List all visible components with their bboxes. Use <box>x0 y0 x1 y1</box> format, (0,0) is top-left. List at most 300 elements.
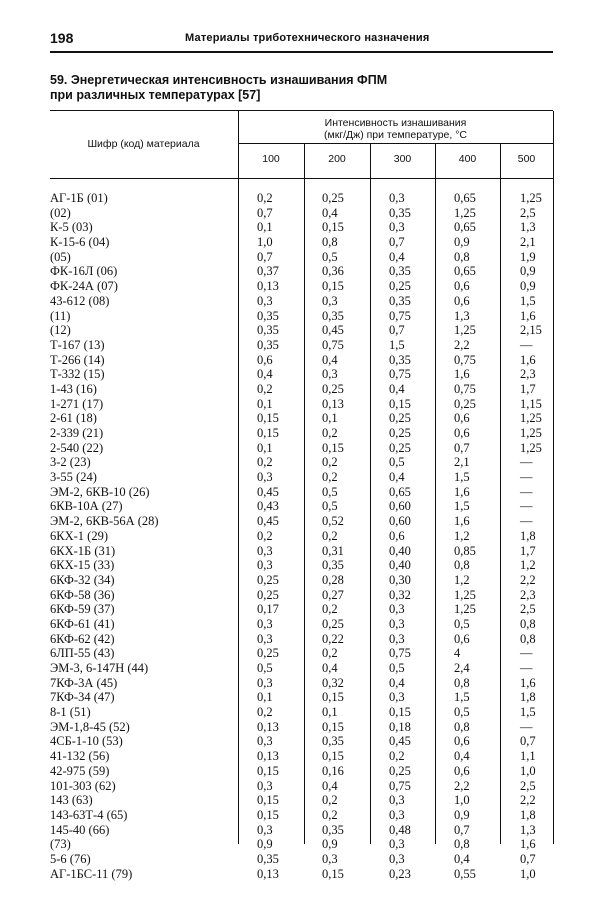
value-100: 0,9 <box>257 837 273 852</box>
value-100: 0,45 <box>257 514 279 529</box>
table-row <box>50 602 553 617</box>
value-200: 0,9 <box>322 837 338 852</box>
value-500: 2,3 <box>520 587 536 602</box>
value-500: 0,9 <box>520 279 536 294</box>
value-100: 0,15 <box>257 763 279 778</box>
value-200: 0,2 <box>322 470 338 485</box>
value-300: 0,65 <box>389 484 411 499</box>
value-300: 0,15 <box>389 396 411 411</box>
value-500: 0,7 <box>520 734 536 749</box>
table-row <box>50 720 553 735</box>
table-row <box>50 823 553 838</box>
table-row <box>50 367 553 382</box>
value-100: 0,3 <box>257 778 273 793</box>
value-500: — <box>520 337 533 352</box>
value-500: — <box>520 499 533 514</box>
value-400: 4 <box>454 646 461 661</box>
value-400: 2,1 <box>454 455 470 470</box>
value-500: — <box>520 514 533 529</box>
material-code: АГ-1БС-11 (79) <box>50 866 133 881</box>
material-code: 1-43 (16) <box>50 381 97 396</box>
value-200: 0,2 <box>322 426 338 440</box>
value-300: 0,4 <box>389 249 405 264</box>
value-300: 0,3 <box>389 851 405 866</box>
material-code: 2-540 (22) <box>50 440 104 455</box>
value-400: 1,25 <box>454 587 476 602</box>
value-200: 0,13 <box>322 396 344 411</box>
value-400: 0,85 <box>454 543 476 558</box>
value-100: 0,6 <box>257 352 273 367</box>
value-200: 0,15 <box>322 440 344 455</box>
material-code: (05) <box>50 249 71 264</box>
value-200: 0,15 <box>322 690 344 705</box>
table-row <box>50 499 553 514</box>
value-400: 0,8 <box>454 719 470 734</box>
value-300: 0,3 <box>389 631 405 646</box>
value-400: 1,6 <box>454 514 470 529</box>
material-code: 3-55 (24) <box>50 470 97 485</box>
value-500: 1,6 <box>520 837 536 852</box>
value-400: 0,8 <box>454 675 470 690</box>
value-300: 0,30 <box>389 572 411 587</box>
value-300: 0,25 <box>389 411 411 426</box>
value-400: 0,25 <box>454 396 476 411</box>
material-code: ЭМ-2, 6КВ-56А (28) <box>50 514 159 529</box>
value-400: 0,9 <box>454 807 470 822</box>
value-400: 0,4 <box>454 749 470 764</box>
value-400: 0,65 <box>454 264 476 279</box>
value-100: 0,13 <box>257 749 279 764</box>
value-400: 0,75 <box>454 352 476 367</box>
value-300: 0,7 <box>389 323 405 338</box>
table-header-rule <box>50 178 553 179</box>
value-200: 0,45 <box>322 323 344 338</box>
value-200: 0,2 <box>322 646 338 661</box>
table-row <box>50 338 553 353</box>
value-400: 0,6 <box>454 426 470 440</box>
value-500: 1,0 <box>520 866 536 881</box>
table-body <box>50 191 553 881</box>
value-500: 1,7 <box>520 543 536 558</box>
value-100: 0,3 <box>257 734 273 749</box>
value-300: 0,40 <box>389 558 411 573</box>
temperature-header: 200 <box>328 153 346 165</box>
group-header-line-1: Интенсивность изнашивания <box>324 117 467 129</box>
value-200: 0,1 <box>322 411 338 426</box>
value-500: 1,25 <box>520 191 542 205</box>
material-code: АГ-1Б (01) <box>50 191 108 205</box>
value-500: 2,5 <box>520 778 536 793</box>
value-500: — <box>520 455 533 470</box>
value-100: 0,17 <box>257 602 279 617</box>
value-400: 1,5 <box>454 470 470 485</box>
value-300: 0,25 <box>389 426 411 440</box>
value-500: — <box>520 646 533 661</box>
value-100: 0,1 <box>257 690 273 705</box>
value-500: 2,1 <box>520 235 536 250</box>
value-100: 0,1 <box>257 220 273 235</box>
value-200: 0,35 <box>322 308 344 323</box>
value-400: 0,6 <box>454 631 470 646</box>
value-400: 0,8 <box>454 837 470 852</box>
table-row <box>50 411 553 426</box>
value-100: 0,1 <box>257 396 273 411</box>
value-500: — <box>520 470 533 485</box>
value-200: 0,52 <box>322 514 344 529</box>
value-200: 0,75 <box>322 337 344 352</box>
value-400: 0,4 <box>454 851 470 866</box>
value-300: 0,25 <box>389 440 411 455</box>
value-400: 0,8 <box>454 249 470 264</box>
material-code: ФК-16Л (06) <box>50 264 118 279</box>
value-200: 0,35 <box>322 558 344 573</box>
value-300: 0,7 <box>389 235 405 250</box>
material-code: 6КХ-1 (29) <box>50 528 108 543</box>
value-300: 0,45 <box>389 734 411 749</box>
value-100: 0,25 <box>257 572 279 587</box>
value-100: 0,3 <box>257 470 273 485</box>
value-500: 1,8 <box>520 690 536 705</box>
value-200: 0,1 <box>322 705 338 720</box>
value-400: 1,2 <box>454 572 470 587</box>
table-row <box>50 867 553 882</box>
value-100: 0,25 <box>257 646 279 661</box>
value-300: 0,60 <box>389 499 411 514</box>
value-400: 1,2 <box>454 528 470 543</box>
value-500: 2,15 <box>520 323 542 338</box>
group-header-line-2: (мкг/Дж) при температуре, °С <box>324 129 467 141</box>
page-number: 198 <box>50 30 74 46</box>
value-200: 0,15 <box>322 719 344 734</box>
value-500: 1,3 <box>520 220 536 235</box>
value-100: 0,3 <box>257 543 273 558</box>
value-300: 0,32 <box>389 587 411 602</box>
value-300: 0,75 <box>389 646 411 661</box>
value-300: 0,25 <box>389 763 411 778</box>
table-row <box>50 544 553 559</box>
table-row <box>50 764 553 779</box>
value-500: — <box>520 484 533 499</box>
value-500: 2,2 <box>520 793 536 808</box>
material-code: 143 (63) <box>50 793 93 808</box>
value-300: 0,35 <box>389 264 411 279</box>
value-400: 0,6 <box>454 734 470 749</box>
material-code: 5-6 (76) <box>50 851 91 866</box>
temperature-header: 400 <box>458 153 477 165</box>
value-400: 0,6 <box>454 293 470 308</box>
table-row <box>50 749 553 764</box>
value-200: 0,5 <box>322 249 338 264</box>
material-code: 41-132 (56) <box>50 749 110 764</box>
table-row <box>50 808 553 823</box>
value-300: 0,3 <box>389 690 405 705</box>
value-300: 0,3 <box>389 837 405 852</box>
value-200: 0,2 <box>322 455 338 470</box>
value-300: 0,18 <box>389 719 411 734</box>
table-row <box>50 397 553 412</box>
material-code: 2-339 (21) <box>50 426 104 440</box>
table-right-border <box>553 111 554 844</box>
value-100: 0,35 <box>257 308 279 323</box>
material-code: 7КФ-34 (47) <box>50 690 115 705</box>
material-code: 6КХ-1Б (31) <box>50 543 116 558</box>
value-300: 0,4 <box>389 470 405 485</box>
value-100: 0,13 <box>257 719 279 734</box>
value-500: 0,7 <box>520 851 536 866</box>
material-code: 6ЛП-55 (43) <box>50 646 115 661</box>
value-400: 0,8 <box>454 558 470 573</box>
value-400: 0,6 <box>454 279 470 294</box>
value-400: 0,55 <box>454 866 476 881</box>
value-500: 2,5 <box>520 602 536 617</box>
value-400: 1,0 <box>454 793 470 808</box>
value-200: 0,27 <box>322 587 344 602</box>
material-code: (12) <box>50 323 71 338</box>
value-500: 2,2 <box>520 572 536 587</box>
value-100: 0,45 <box>257 484 279 499</box>
material-code: К-15-6 (04) <box>50 235 110 250</box>
value-100: 0,15 <box>257 793 279 808</box>
value-500: 1,8 <box>520 807 536 822</box>
value-500: 1,0 <box>520 763 536 778</box>
value-200: 0,35 <box>322 822 344 837</box>
value-500: — <box>520 661 533 675</box>
value-100: 0,3 <box>257 822 273 837</box>
value-100: 0,25 <box>257 587 279 602</box>
value-500: — <box>520 719 533 734</box>
material-code: 6КХ-15 (33) <box>50 558 115 573</box>
value-200: 0,4 <box>322 352 338 367</box>
value-100: 0,4 <box>257 367 273 382</box>
value-500: 0,8 <box>520 631 536 646</box>
material-code: 8-1 (51) <box>50 705 91 720</box>
value-500: 1,25 <box>520 411 542 426</box>
value-200: 0,28 <box>322 572 344 587</box>
value-300: 0,35 <box>389 352 411 367</box>
value-200: 0,15 <box>322 866 344 881</box>
value-200: 0,5 <box>322 484 338 499</box>
table-row <box>50 705 553 720</box>
value-100: 0,7 <box>257 205 273 220</box>
material-code: 143-63Т-4 (65) <box>50 807 128 822</box>
value-200: 0,25 <box>322 381 344 396</box>
table-row <box>50 852 553 867</box>
table-row <box>50 558 553 573</box>
value-100: 0,43 <box>257 499 279 514</box>
material-code: К-5 (03) <box>50 220 93 235</box>
material-code: Т-266 (14) <box>50 352 105 367</box>
value-100: 0,3 <box>257 293 273 308</box>
value-100: 0,3 <box>257 675 273 690</box>
value-400: 0,65 <box>454 220 476 235</box>
table-row <box>50 632 553 647</box>
value-300: 1,5 <box>389 337 405 352</box>
value-300: 0,3 <box>389 793 405 808</box>
value-300: 0,25 <box>389 279 411 294</box>
value-500: 1,25 <box>520 426 542 440</box>
material-code: Т-332 (15) <box>50 367 105 382</box>
value-400: 1,6 <box>454 484 470 499</box>
running-head: Материалы триботехнического назначения <box>185 32 430 44</box>
column-header-material: Шифр (код) материала <box>87 138 200 150</box>
material-code: 4СБ-1-10 (53) <box>50 734 123 749</box>
table-row <box>50 382 553 397</box>
value-400: 2,2 <box>454 337 470 352</box>
value-500: 1,6 <box>520 308 536 323</box>
value-300: 0,3 <box>389 220 405 235</box>
table-row <box>50 485 553 500</box>
value-100: 0,2 <box>257 455 273 470</box>
value-100: 1,0 <box>257 235 273 250</box>
material-code: 145-40 (66) <box>50 822 110 837</box>
value-400: 0,9 <box>454 235 470 250</box>
value-400: 2,2 <box>454 778 470 793</box>
value-200: 0,2 <box>322 602 338 617</box>
value-200: 0,3 <box>322 367 338 382</box>
table-row <box>50 661 553 676</box>
table-row <box>50 455 553 470</box>
value-100: 0,15 <box>257 426 279 440</box>
value-200: 0,31 <box>322 543 344 558</box>
value-400: 2,4 <box>454 661 470 675</box>
material-code: 6КВ-10А (27) <box>50 499 123 514</box>
value-400: 0,75 <box>454 381 476 396</box>
table-row <box>50 309 553 324</box>
value-200: 0,15 <box>322 749 344 764</box>
material-code: 3-2 (23) <box>50 455 91 470</box>
value-400: 1,6 <box>454 367 470 382</box>
value-300: 0,3 <box>389 191 405 205</box>
value-400: 0,5 <box>454 616 470 631</box>
group-header-rule <box>238 143 553 144</box>
table-row <box>50 426 553 441</box>
value-300: 0,23 <box>389 866 411 881</box>
table-row <box>50 294 553 309</box>
value-200: 0,22 <box>322 631 344 646</box>
table-row <box>50 220 553 235</box>
material-code: ЭМ-3, 6-147Н (44) <box>50 661 149 675</box>
table-top-rule <box>50 110 553 111</box>
value-300: 0,40 <box>389 543 411 558</box>
value-400: 1,3 <box>454 308 470 323</box>
value-300: 0,2 <box>389 749 405 764</box>
caption-line-2: при различных температурах [57] <box>50 88 261 102</box>
table-row <box>50 264 553 279</box>
value-300: 0,35 <box>389 293 411 308</box>
material-code: ЭМ-2, 6КВ-10 (26) <box>50 484 150 499</box>
material-code: 6КФ-32 (34) <box>50 572 115 587</box>
header-rule <box>50 51 553 53</box>
value-200: 0,25 <box>322 616 344 631</box>
material-code: ФК-24А (07) <box>50 279 118 294</box>
value-500: 1,7 <box>520 381 536 396</box>
material-code: 6КФ-62 (42) <box>50 631 115 646</box>
value-200: 0,32 <box>322 675 344 690</box>
value-500: 2,3 <box>520 367 536 382</box>
table-row <box>50 191 553 206</box>
value-400: 0,5 <box>454 705 470 720</box>
value-500: 1,2 <box>520 558 536 573</box>
value-100: 0,15 <box>257 807 279 822</box>
value-500: 1,1 <box>520 749 536 764</box>
table-row <box>50 588 553 603</box>
value-200: 0,4 <box>322 205 338 220</box>
value-200: 0,4 <box>322 778 338 793</box>
value-500: 1,6 <box>520 352 536 367</box>
value-100: 0,15 <box>257 411 279 426</box>
table-row <box>50 734 553 749</box>
table-row <box>50 573 553 588</box>
value-400: 0,65 <box>454 191 476 205</box>
table-row <box>50 793 553 808</box>
value-200: 0,2 <box>322 528 338 543</box>
value-200: 0,2 <box>322 807 338 822</box>
material-code: 1-271 (17) <box>50 396 104 411</box>
value-100: 0,37 <box>257 264 279 279</box>
material-code: Т-167 (13) <box>50 337 105 352</box>
value-300: 0,60 <box>389 514 411 529</box>
material-code: (73) <box>50 837 71 852</box>
material-code: ЭМ-1,8-45 (52) <box>50 719 130 734</box>
table-row <box>50 279 553 294</box>
material-code: 6КФ-58 (36) <box>50 587 115 602</box>
value-100: 0,2 <box>257 191 273 205</box>
table-row <box>50 690 553 705</box>
value-400: 1,5 <box>454 690 470 705</box>
value-300: 0,4 <box>389 381 405 396</box>
material-code: 6КФ-61 (41) <box>50 616 115 631</box>
value-500: 1,5 <box>520 705 536 720</box>
value-400: 1,5 <box>454 499 470 514</box>
material-code: (11) <box>50 308 71 323</box>
table-row <box>50 676 553 691</box>
value-500: 1,6 <box>520 675 536 690</box>
material-code: 2-61 (18) <box>50 411 97 426</box>
temperature-header: 500 <box>517 153 536 165</box>
value-300: 0,75 <box>389 308 411 323</box>
value-100: 0,35 <box>257 851 279 866</box>
value-300: 0,4 <box>389 675 405 690</box>
column-group-header <box>238 117 553 141</box>
value-300: 0,75 <box>389 778 411 793</box>
value-100: 0,35 <box>257 337 279 352</box>
table-row <box>50 617 553 632</box>
value-300: 0,35 <box>389 205 411 220</box>
value-100: 0,7 <box>257 249 273 264</box>
value-200: 0,36 <box>322 264 344 279</box>
table-row <box>50 353 553 368</box>
material-code: 101-303 (62) <box>50 778 116 793</box>
value-400: 0,6 <box>454 763 470 778</box>
value-300: 0,3 <box>389 807 405 822</box>
value-400: 1,25 <box>454 323 476 338</box>
value-300: 0,5 <box>389 661 405 675</box>
value-100: 0,5 <box>257 661 273 675</box>
value-200: 0,2 <box>322 793 338 808</box>
value-200: 0,16 <box>322 763 344 778</box>
material-code: 43-612 (08) <box>50 293 110 308</box>
value-500: 2,5 <box>520 205 536 220</box>
value-200: 0,15 <box>322 220 344 235</box>
table-row <box>50 837 553 852</box>
caption-line-1: 59. Энергетическая интенсивность изнашивания ФПМ <box>50 73 388 87</box>
value-100: 0,3 <box>257 631 273 646</box>
table-row <box>50 529 553 544</box>
value-200: 0,3 <box>322 851 338 866</box>
value-100: 0,1 <box>257 440 273 455</box>
value-100: 0,3 <box>257 558 273 573</box>
table-row <box>50 206 553 221</box>
